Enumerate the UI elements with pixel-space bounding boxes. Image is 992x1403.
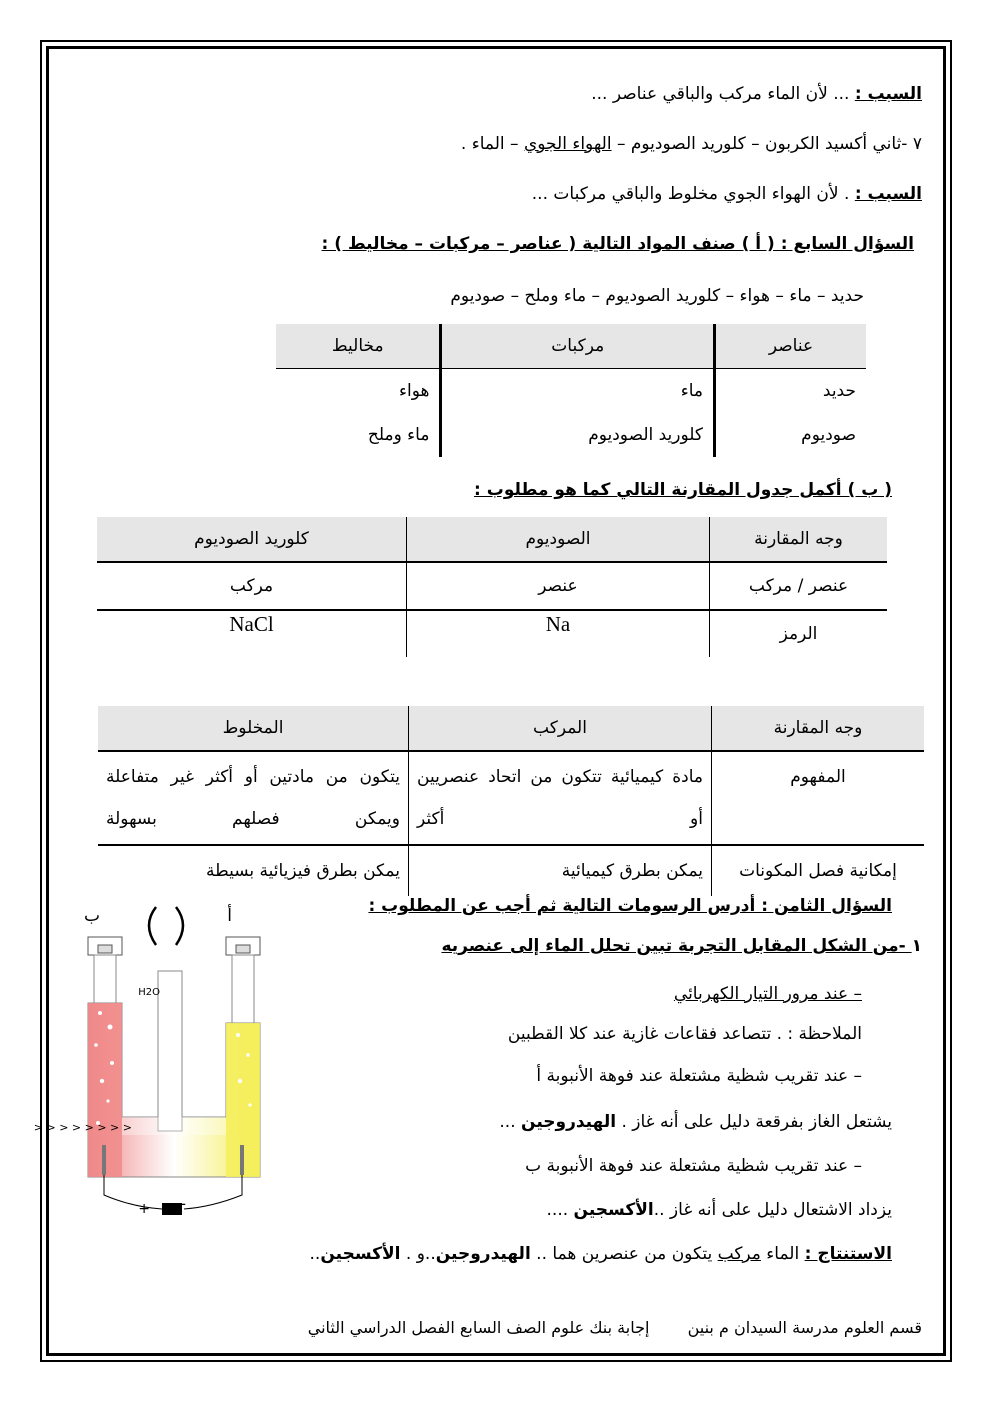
hydrogen-answer: الهيدروجين: [521, 1112, 617, 1132]
stopcock-a-handle: [236, 945, 250, 953]
cell-symbol-nacl: NaCl: [97, 610, 407, 657]
cell: يمكن بطرق فيزيائية بسيطة: [98, 845, 409, 896]
cell: مركب: [97, 562, 407, 610]
item-7-answer: الهواء الجوي: [523, 134, 612, 154]
current-prompt: – عند مرور التيار الكهربائي: [673, 984, 862, 1004]
battery: [162, 1203, 182, 1215]
cell: عنصر / مركب: [710, 562, 888, 610]
tube-b-answer-prefix: يزداد الاشتعال دليل على أنه غاز ..: [653, 1200, 892, 1220]
table-row: [97, 562, 887, 610]
table-row: [276, 413, 866, 457]
reason-1-text: ... لأن الماء مركب والباقي عناصر ...: [591, 84, 855, 104]
observation: الملاحظة : . تتصاعد فقاعات غازية عند كلا القطبين: [507, 1024, 862, 1044]
item-7-number: ٧: [912, 134, 922, 154]
conclusion-hydrogen: الهيدروجين: [435, 1244, 531, 1264]
splint-left-arc: [149, 907, 156, 945]
electrode-b: [102, 1145, 106, 1175]
tube-a-answer-prefix: يشتعل الغاز بفرقعة دليل على أنه غاز .: [616, 1112, 892, 1132]
cell: ماء: [441, 369, 715, 414]
cell: صوديوم: [715, 413, 867, 457]
table-row: [98, 845, 924, 896]
conclusion-compound: مركب: [717, 1244, 761, 1264]
ion-arrows: [34, 1121, 132, 1134]
header-elements: عناصر: [715, 324, 867, 369]
tube-b-top: [94, 955, 116, 1003]
header-aspect: وجه المقارنة: [712, 706, 925, 751]
item-1: [441, 936, 922, 956]
tube-b-answer: [547, 1200, 892, 1220]
item-7-suffix: – الماء .: [460, 134, 524, 154]
cell: عنصر: [407, 562, 710, 610]
classify-table: [276, 324, 866, 457]
footer-department: قسم العلوم مدرسة السيدان م بنين: [687, 1318, 922, 1337]
tube-a-answer-suffix: ...: [499, 1112, 522, 1132]
conclusion-label: الاستنتاج :: [804, 1244, 892, 1264]
plus-sign: +: [138, 1201, 150, 1217]
footer-description: إجابة بنك علوم الصف السابع الفصل الدراسي الثاني: [307, 1318, 650, 1337]
cell: ماء وملح: [367, 425, 430, 445]
conclusion-oxygen: الأكسجين: [320, 1244, 401, 1264]
cell: حديد: [715, 369, 867, 414]
conclusion-part1: الماء: [760, 1244, 805, 1264]
oxygen-answer: الأكسجين: [573, 1200, 654, 1220]
conclusion-and: ..و .: [400, 1244, 436, 1264]
table-row: [97, 610, 887, 657]
cell: يتكون من مادتين أو أكثر غير متفاعلة ويمكن فصلهم بسهولة: [98, 751, 409, 845]
tube-a-top: [232, 955, 254, 1023]
electrolyte-highlight: [122, 1117, 226, 1135]
center-tube: [158, 971, 182, 1131]
cell-symbol-na: Na: [407, 610, 710, 657]
part-b-title: ( ب ) أكمل جدول المقارنة التالي كما هو مطلوب :: [474, 480, 892, 500]
header-sodium: الصوديوم: [407, 517, 710, 562]
table-row: [276, 369, 866, 414]
stopcock-b-handle: [98, 945, 112, 953]
header-sodium-chloride: كلوريد الصوديوم: [97, 517, 407, 562]
header-aspect: وجه المقارنة: [710, 517, 888, 562]
electrolysis-diagram: [33, 895, 292, 1225]
splint-right-arc: [176, 907, 183, 945]
header-mixture: المخلوط: [98, 706, 409, 751]
header-compound: المركب: [409, 706, 712, 751]
tube-b-answer-suffix: ....: [546, 1200, 574, 1220]
cell: هواء: [399, 381, 430, 401]
item-7: [461, 134, 922, 154]
reason-2: [532, 184, 922, 204]
label-b: ب: [83, 906, 100, 926]
footer: [308, 1318, 922, 1337]
q8-title: السؤال الثامن : أدرس الرسومات التالية ثم أجب عن المطلوب :: [368, 896, 892, 916]
table-row: [98, 751, 924, 845]
cell: الرمز: [710, 610, 888, 657]
materials-list: حديد – ماء – هواء – كلوريد الصوديوم – ماء وملح – صوديوم: [450, 286, 864, 306]
item-1-title: -من الشكل المقابل التجربة تبين تحلل الماء إلى عنصريه: [441, 936, 912, 956]
wire-right: [184, 1175, 242, 1209]
compound-mixture-table: [98, 706, 924, 896]
conclusion-part2: يتكون من عنصرين هما ..: [530, 1244, 718, 1264]
tube-a-prompt: – عند تقريب شظية مشتعلة عند فوهة الأنبوبة أ: [536, 1066, 862, 1086]
conclusion: [310, 1244, 892, 1264]
svg-text:< < < < < < < <: < < < < < < < <: [33, 1121, 132, 1134]
water-label: H2O: [138, 987, 160, 998]
wire-left: [104, 1175, 162, 1209]
tube-b-prompt: – عند تقريب شظية مشتعلة عند فوهة الأنبوبة ب: [525, 1156, 862, 1176]
cell: يمكن بطرق كيميائية: [409, 845, 712, 896]
tube-a-answer: [499, 1112, 892, 1132]
minus-sign: -: [180, 1194, 186, 1213]
cell: كلوريد الصوديوم: [441, 413, 715, 457]
item-7-prefix: -ثاني أكسيد الكربون – كلوريد الصوديوم –: [611, 134, 913, 154]
item-1-number: ١: [911, 936, 922, 956]
cell: إمكانية فصل المكونات: [712, 845, 925, 896]
reason-2-text: . لأن الهواء الجوي مخلوط والباقي مركبات ...: [531, 184, 855, 204]
header-compounds: مركبات: [441, 324, 715, 369]
compare-table: [97, 517, 887, 657]
reason-1: [591, 84, 922, 104]
electrode-a: [240, 1145, 244, 1175]
q7-title: السؤال السابع : ( أ ) صنف المواد التالية ( عناصر – مركبات – مخاليط ) :: [321, 234, 914, 254]
conclusion-end: ..: [309, 1244, 321, 1264]
reason-1-label: السبب :: [854, 84, 922, 104]
reason-2-label: السبب :: [854, 184, 922, 204]
cell: المفهوم: [712, 751, 925, 845]
header-mixtures: مخاليط: [276, 324, 441, 369]
label-a: أ: [227, 906, 232, 926]
cell: مادة كيميائية تتكون من اتحاد عنصريين أو أكثر: [409, 751, 712, 845]
